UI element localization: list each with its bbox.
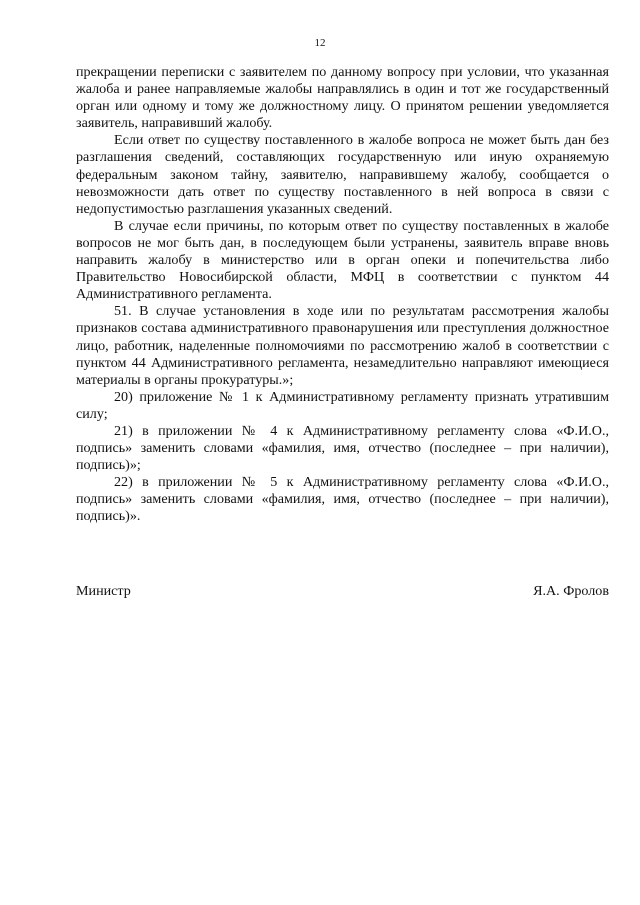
paragraph-item-21: 21) в приложении № 4 к Административному регламенту слова «Ф.И.О., подпись» заменить словами «фамилия, имя, отчество (последнее – при наличии), подпись)»; <box>76 422 609 474</box>
document-body <box>76 64 609 526</box>
paragraph-continuation: прекращении переписки с заявителем по данному вопросу при условии, что указанная жалоба и ранее направляемые жалобы направлялись в один и тот же государственный орган или одному и тому же должностному лицу. О принятом решении уведомляется заявитель, направивший жалобу. <box>76 64 609 132</box>
paragraph-resubmit: В случае если причины, по которым ответ по существу поставленных в жалобе вопросов не мог быть дан, в последующем были устранены, заявитель вправе вновь направить жалобу в министерство или в орган опеки и попечительства либо Правительство Новосибирской области, МФЦ в соответствии с пунктом 44 Административного регламента. <box>76 217 609 303</box>
paragraph-secret-info: Если ответ по существу поставленного в жалобе вопроса не может быть дан без разглашения сведений, составляющих государственную или иную охраняемую федеральным законом тайну, заявителю, направившему жалобу, сообщается о невозможности дать ответ по существу поставленного в ней вопроса в связи с недопустимостью разглашения указанных сведений. <box>76 132 609 217</box>
paragraph-item-51: 51. В случае установления в ходе или по результатам рассмотрения жалобы признаков состава административного правонарушения или преступления должностное лицо, работник, наделенные полномочиями по рассмотрению жалоб в соответствии с пунктом 44 Административного регламента, незамедлительно направляют имеющиеся материалы в органы прокуратуры.»; <box>76 303 609 388</box>
signer-name: Я.А. Фролов <box>533 583 609 599</box>
paragraph-item-22: 22) в приложении № 5 к Административному регламенту слова «Ф.И.О., подпись» заменить словами «фамилия, имя, отчество (последнее – при наличии), подпись)». <box>76 474 609 525</box>
signer-position: Министр <box>76 583 131 599</box>
page-number: 12 <box>314 37 326 49</box>
signature-block <box>76 583 609 600</box>
paragraph-item-20: 20) приложение № 1 к Административному регламенту признать утратившим силу; <box>76 388 609 422</box>
